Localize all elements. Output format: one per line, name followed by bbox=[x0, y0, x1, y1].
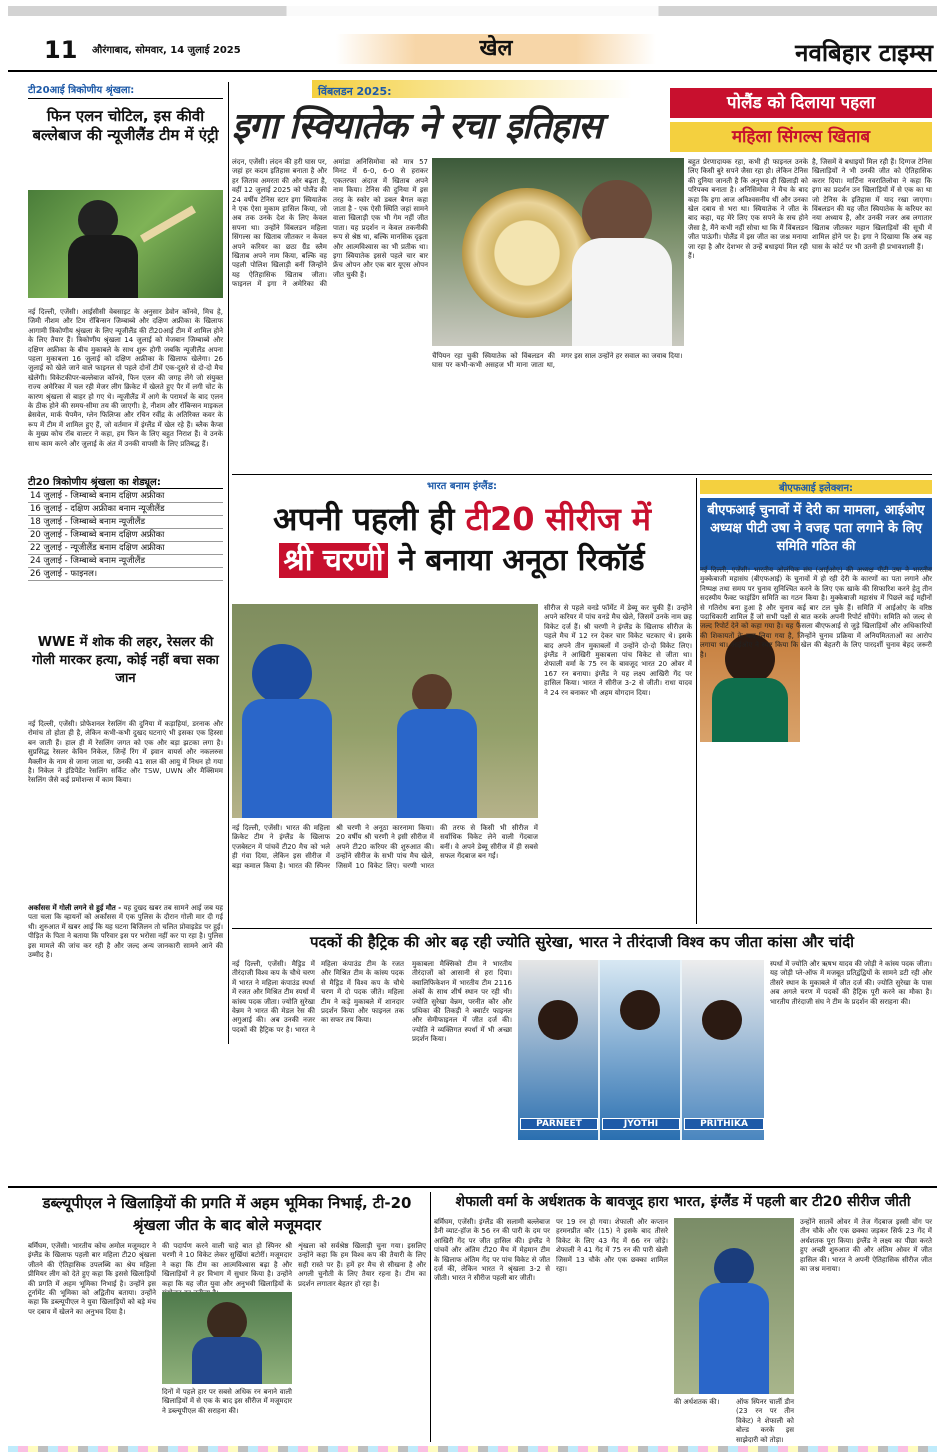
charani-story bbox=[232, 478, 692, 924]
schedule-list bbox=[28, 490, 223, 581]
wwe-story bbox=[28, 634, 223, 1044]
story-body: बर्मिंघम, एजेंसी। इंग्लैंड की सलामी बल्लेबाज डैनी व्याट-हॉज के 56 रन की पारी के दम पर आखिरी गेंद पर जीत हासिल की। इंग्लैंड ने पांचवें और अंतिम टी20 मैच में मेहमान टीम के खिलाफ अंतिम गेंद पर पांच विकेट से जीत दर्ज की, लेकिन भारत ने श्रृंखला 3-2 से जीती। भारत ने सीरीज पहली बार जीती। bbox=[434, 1218, 550, 1283]
story-headline: पदकों की हैट्रिक की ओर बढ़ रही ज्योति सुरेखा, भारत ने तीरंदाजी विश्व कप जीता कांसा और चांदी bbox=[309, 933, 855, 951]
shefali-story bbox=[434, 1192, 932, 1442]
photo-label: PRITHIKA bbox=[684, 1118, 764, 1130]
story-headline: फिन एलन चोटिल, इस कीवी बल्लेबाज की न्यूजीलैंड टीम में एंट्री bbox=[32, 107, 219, 144]
story-body: नई दिल्ली, एजेंसी। भारत की महिला क्रिकेट टीम ने इंग्लैंड के खिलाफ एजबेस्टन में पांचवें टी20 मैच को भले ही गंवा दिया, लेकिन इस सीरीज में बड़ा कमाल किया है। भारत की स्पिनर श्री चरणी ने अनूठा कारनामा किया। 20 वर्षीय श्री चरणी ने इसी सीरीज में अपने टी20 करियर की शुरुआत की। उन्होंने सीरीज के सभी पांच मैच खेले, जिसमें 10 विकेट लिए। चरणी भारत की तरफ से किसी भी सीरीज में सर्वाधिक विकेट लेने वाली गेंदबाज बनीं। वे अपने डेब्यू सीरीज में ही सबसे सफल गेंदबाज बन गईं। bbox=[232, 824, 538, 870]
story-kicker: बीएफआई इलेक्शन: bbox=[700, 480, 932, 494]
section-banner bbox=[336, 34, 656, 64]
masthead bbox=[8, 6, 937, 70]
iga-trophy-photo bbox=[432, 158, 684, 346]
story-body: बर्मिंघम, एजेंसी। भारतीय कोच अमोल मजूमदार ने इंग्लैंड के खिलाफ पहली बार महिला टी20 श्रृंखला जीतने की ऐतिहासिक उपलब्धि का श्रेय महिला प्रीमियर लीग को देते हुए कहा कि इससे खिलाड़ियों की प्रगति में अहम भूमिका निभाई है। उन्होंने इस टूर्नामेंट की भूमिका को अद्वितीय बताया। उन्होंने कहा कि डब्ल्यूपीएल ने युवा खिलाड़ियों को बड़े मंच पर दबाव में खेलने का अनुभव दिया है। bbox=[28, 1242, 156, 1316]
story-body-2: की पदार्पण करने वाली चाहे बात हो स्पिनर श्री चरणी ने 10 विकेट लेकर सुर्खियां बटोरीं। मजूमदार ने कहा कि टीम का आत्मविश्वास बढ़ा है और खिलाड़ियों ने हर विभाग में सुधार किया है। उन्होंने कहा कि यह जीत युवा और अनुभवी खिलाड़ियों के bbox=[162, 1242, 292, 1288]
story-body-3: है, जिसमें वे बधाइयों मिल रही हैं। दिग्गज टेनिस खिलाड़ियों ने भी उनकी जीत को ऐतिहासिक करार दिया। मार्टिना नवरातिलोवा ने कहा कि इगा का प्रदर्शन उन खिलाड़ियों में से एक का था जो टेनिस के इतिहास में याद रखा जाएगा। विंबलडन की यह जीत स्वियातेक के करियर का नया अध्याय है, और उनकी नजर अब लगातार खिताब जीतकर महान खिलाड़ियों की सूची में शामिल होने पर है। इगा ने दिखाया कि अब वह घास के कोर्ट पर भी उतनी ही प्रभावशाली हैं। bbox=[812, 158, 932, 251]
story-body: नई दिल्ली, एजेंसी। प्रोफेशनल रेसलिंग की दुनिया में कड़ाहियां, डरनाक और रोमांच तो होता ही है, लेकिन कभी-कभी दुखद घटनाएं भी इसका एक हिस्सा बन जाती हैं। हाल ही में रेसलिंग जगत को एक और बड़ा झटका लगा है। सुप्रसिद्ध रेसलर केविन निकेल, जिन्हें रिंग में इवान वायर्स और नकलरुस मैक्लीन के नाम से जाना जाता था, उनकी 41 साल की आयु में निधन हो गया है। निकेल ने इंडिपेंडेंट रेसलिंग सर्किट और TSW, UWN और मैक्सिमम रेसलिंग जैसे कई प्रमोशन्स में काम किया। bbox=[28, 720, 223, 785]
story-body: नई दिल्ली, एजेंसी। आईसीसी वेबसाइट के अनुसार डेवोन कॉनवे, मिच हे, जिमी नीशम और टिम रॉबिन्सन जिम्बाब्वे और दक्षिण अफ्रीका के खिलाफ आगामी त्रिकोणीय श्रृंखला के लिए न्यूजीलैंड की टी20आई टीम में शामिल होने के लिए तैयार हैं। त्रिकोणीय श्रृंखला 14 जुलाई को मेजबान जिम्बाब्वे और दक्षिण अफ्रीका के बीच मुकाबले के साथ शुरू होगी जबकि न्यूजीलैंड अपना पहला मुकाबला 16 जुलाई को दक्षिण अफ्रीका के खिलाफ खेलेगा। 26 जुलाई को खेले जाने वाले फाइनल से पहले दोनों टीमें एक-दूसरे से दो-दो मैच खेलेंगी। विकेटकीपर-बल्लेबाज कॉनवे, फिन एलन की जगह लेंगे जो संयुक्त राज्य अमेरिका में चल रही मेजर लीग क्रिकेट में खेलते हुए पैर में लगी चोट के कारण श्रृंखला से बाहर हो गए थे। न्यूजीलैंड में आगे के परामर्श के बाद एलन के ठीक होने की समय-सीमा तय की जाएगी। हे, नीशम और रॉबिन्सन माइकल ब्रेसवेल, मार्क चैपमैन, ग्लेन फिलिप्स और रचिन रवींद्र के अतिरिक्त कवर के रूप में टीम में शामिल हुए हैं, जो वर्तमान में इंग्लैंड में खेल रहे हैं। ब्लैक कैप्स के मुख्य कोच रॉब वाल्टर ने कहा, हम फिन के लिए बहुत निराश हैं। वे उनके साथ काम करने और जुलाई के अंत में उनकी वापसी के लिए प्रतिबद्ध हैं। bbox=[28, 308, 223, 448]
headline-line-1: अपनी पहली ही टी20 सीरीज में bbox=[273, 500, 651, 538]
story-body-2: बहुत प्रेरणादायक रहा, कभी ही फाइनल उनके लिए किसी बुरे सपने जैसा रहा हो। लेकिन टेनिस की दुनिया जानती है कि अनुभव ही खिलाड़ी को परिपक्व बनाता है। अनिसिमोवा ने मैच के बाद कहा कि इगा आज अविश्वसनीय थीं और उनका खेल दबाव से भरा था। स्वियातेक ने जीत के बाद कहा, यह मेरे लिए एक सपने के सच होने जैसा है, मैंने कभी नहीं सोचा था कि मैं विंबलडन जीत पाऊंगी। पोलैंड में इस जीत का जश्न मनाया जा रहा है और देशभर से उन्हें बधाइयां मिल रही हैं। bbox=[688, 158, 808, 261]
story-body-2: सीरीज से पहले वनडे फॉर्मेट में डेब्यू कर चुकी हैं। उन्होंने अपने करियर में पांच वनडे मैच खेले, जिसमें उनके नाम छह विकेट दर्ज हैं। श्री चरणी ने इंग्लैंड के खिलाफ सीरीज के पहले मैच में 12 रन देकर चार विकेट चटकाए थे। इसके बाद अपने तीन मुकाबलों में उन्होंने दो-दो विकेट लिए। इंग्लैंड ने आखिरी मुकाबला पांच विकेट से जीता था। शेफाली वर्मा के 75 रन के बावजूद भारत 20 ओवर में 167 रन बनाया। इंग्लैंड ने यह लक्ष्य आखिरी गेंद पर हासिल किया। भारत ने सीरीज 3-2 से जीती। राधा यादव ने 24 रन बनाकर भी अहम योगदान दिया। bbox=[544, 604, 692, 697]
page-number: 11 bbox=[44, 36, 78, 64]
story-body-2: मुकाबला मैक्सिको टीम ने भारतीय तीरंदाजों को आसानी से हरा दिया। क्वालिफिकेशन में भारतीय टीम 2116 अंकों के साथ शीर्ष स्थान पर रही थी। ज्योति सुरेखा वेन्नम, परनीत कौर और प्रथिका की तिकड़ी ने क्वार्टर फाइनल और सेमीफाइनल में जीत दर्ज की। ज्योति ने व्यक्तिगत स्पर्धा में भी अच्छा प्रदर्शन किया। bbox=[412, 960, 512, 1044]
story-body: लंदन, एजेंसी। लंदन की हरी घास पर, जहां हर कदम इतिहास बनाता है और हर जिताव अमरता की ओर बढ़ता है, वहीं 12 जुलाई 2025 को पोलैंड की 24 वर्षीय टेनिस स्टार इगा स्वियातेक ने एक ऐसा मुकाम हासिल किया, जो अब तक उनके देश के लिए केवल सपना था। उन्होंने विंबलडन महिला सिंगल्स का खिताब जीतकर न केवल अपने करियर का छठा ग्रैंड स्लैम खिताब अपने नाम किया, बल्कि वह पहली पोलिश खिलाड़ी बनीं जिन्होंने यह ऐतिहासिक खिताब जीता। फाइनल में इगा ने अमेरिका की अमांडा अनिसिमोवा को मात्र 57 मिनट में 6-0, 6-0 से हराकर एकतरफा अंदाज में खिताब अपने नाम किया। टेनिस की दुनिया में इस तरह के स्कोर को डबल बैगल कहा जाता है - एक ऐसी स्थिति जहां सामने वाला खिलाड़ी एक भी गेम नहीं जीत पाता। यह प्रदर्शन न केवल तकनीकी रूप से श्रेष्ठ था, बल्कि मानसिक दृढ़ता और आत्मविश्वास का भी प्रतीक था। इगा स्वियातेक इससे पहले चार बार फ्रेंच ओपन और एक बार यूएस ओपन जीत चुकी हैं। bbox=[232, 158, 428, 289]
schedule-title: टी20 त्रिकोणीय श्रृंखला का शेड्यूल: bbox=[28, 474, 223, 489]
finn-photo bbox=[28, 190, 223, 298]
pt-usha-story bbox=[700, 480, 932, 924]
jyothi-story bbox=[232, 930, 932, 1180]
sub-head: अर्कांसस में गोली लगने से हुई मौत - bbox=[28, 904, 122, 912]
story-headline: इगा स्वियातेक ने रचा इतिहास bbox=[232, 106, 602, 147]
iga-story bbox=[232, 80, 932, 470]
kicker-band bbox=[312, 80, 632, 98]
list-item: 26 जुलाई - फाइनल। bbox=[28, 568, 223, 581]
side-headline-1: पोलैंड को दिलाया पहला bbox=[670, 88, 932, 118]
side-headline-2: महिला सिंगल्स खिताब bbox=[670, 122, 932, 152]
majumdar-story bbox=[28, 1192, 426, 1442]
story-kicker: विंबलडन 2025: bbox=[318, 85, 392, 98]
story-headline: डब्ल्यूपीएल ने खिलाड़ियों की प्रगति में अहम भूमिका निभाई, टी-20 श्रृंखला जीत के बाद बोले मजूमदार bbox=[42, 1194, 412, 1234]
dateline: औरंगाबाद, सोमवार, 14 जुलाई 2025 bbox=[92, 45, 241, 56]
finn-story bbox=[28, 82, 223, 594]
list-item: 24 जुलाई - जिम्बाब्वे बनाम न्यूजीलैंड bbox=[28, 555, 223, 568]
story-body-3: उन्होंने सातवें ओवर में तेज गेंदबाज इस्सी वोंग पर तीन चौके और एक छक्का जड़कर सिर्फ 23 गेंद में अर्धशतक पूरा किया। इंग्लैंड ने लक्ष्य का पीछा करते हुए अच्छी शुरुआत की और अंतिम ओवर में जीत हासिल की। भारत ने अपनी ऐतिहासिक सीरीज जीत का जश्न मनाया। bbox=[800, 1218, 932, 1274]
photo-caption: चैंपियन रहा चुकी स्वियातेक को विंबलडन की घास पर कभी-कभी असहज भी माना जाता था, मगर इस साल उन्होंने हर सवाल का जवाब दिया। bbox=[432, 352, 683, 370]
color-strip bbox=[8, 1446, 937, 1452]
story-body-3: स्पर्धा में ज्योति और ऋषभ यादव की जोड़ी ने कांस्य पदक जीता। यह जोड़ी प्ले-ऑफ में मजबूत प्रतिद्वंद्वियों के सामने डटी रही और तीसरे स्थान के मुकाबले में जीत दर्ज की। ज्योति सुरेखा के पास अब अगले चरण में पदकों की हैट्रिक पूरी करने का मौका है। भारतीय तीरंदाजी संघ ने टीम के प्रदर्शन की सराहना की। bbox=[770, 960, 932, 1006]
story-body: नई दिल्ली, एजेंसी। मैड्रिड में तीरंदाजी विश्व कप के चौथे चरण में भारत ने महिला कंपाउंड स्पर्धा में रजत और मिश्रित टीम स्पर्धा में कांस्य पदक जीता। ज्योति सुरेखा वेन्नम ने भारत की मेडल रेस की अगुआई की। अब उनकी नजर पदकों की हैट्रिक पर है। भारत ने महिला कंपाउंड टीम के रजत और मिश्रित टीम के कांस्य पदक से मैड्रिड में विश्व कप के चौथे चरण में दो पदक जीते। महिला टीम ने कड़े मुकाबले में शानदार प्रदर्शन किया और फाइनल तक का सफर तय किया। bbox=[232, 960, 404, 1034]
photo-caption: की अर्धशतक की। bbox=[674, 1398, 720, 1406]
list-item: 18 जुलाई - जिम्बाब्वे बनाम न्यूजीलैंड bbox=[28, 516, 223, 529]
majumdar-photo bbox=[162, 1292, 292, 1384]
photo-caption-2: ऑफ स्पिनर चार्ली डीन (23 रन पर तीन विकेट) ने शेफाली को बोल्ड करके इस साझेदारी को तोड़ा। bbox=[736, 1398, 794, 1444]
story-headline: WWE में शोक की लहर, रेसलर की गोली मारकर हत्या, कोई नहीं बचा सका जान bbox=[32, 635, 219, 686]
photo-label: PARNEET bbox=[520, 1118, 598, 1130]
archers-photo bbox=[518, 960, 764, 1140]
list-item: 14 जुलाई - जिम्बाब्वे बनाम दक्षिण अफ्रीका bbox=[28, 490, 223, 503]
section-title: खेल bbox=[479, 36, 513, 61]
shefali-photo bbox=[674, 1218, 794, 1394]
photo-caption: दिनों में पहले हार पर सबसे अधिक रन बनाने वाली खिलाड़ियों में से एक के बाद इस सीरीज में मजूमदार ने डब्ल्यूपीएल की सराहना की। bbox=[162, 1388, 292, 1415]
story-kicker: भारत बनाम इंग्लैंड: bbox=[426, 481, 498, 492]
story-body-2: यह दुखद खबर तब सामने आई जब यह पता चला कि व्हायनों को अर्कांसस में एक पुलिस के दौरान गोली मार दी गई थी। शुरुआत में खबर आई कि यह घटना बिजिलन तो चलित प्रोवाइडेड पर हुई। पीड़ित के पिता ने बताया कि परिवार इस पर भरोसा नहीं कर पा रहा है। पुलिस इस मामले की जांच कर रही है और जल्द अन्य जानकारी सामने आने की उम्मीद है। bbox=[28, 904, 223, 960]
charani-photo bbox=[232, 604, 538, 818]
headline-line-2: श्री चरणी ने बनाया अनूठा रिकॉर्ड bbox=[232, 540, 692, 582]
story-headline: बीएफआई चुनावों में देरी का मामला, आईओए अध्यक्ष पीटी उषा ने वजह पता लगाने के लिए समिति गठित की bbox=[700, 498, 932, 570]
list-item: 20 जुलाई - जिम्बाब्वे बनाम दक्षिण अफ्रीका bbox=[28, 529, 223, 542]
story-headline: शेफाली वर्मा के अर्धशतक के बावजूद हारा भारत, इंग्लैंड में पहली बार टी20 सीरीज जीती bbox=[455, 1194, 911, 1210]
list-item: 16 जुलाई - दक्षिण अफ्रीका बनाम न्यूजीलैंड bbox=[28, 503, 223, 516]
paper-name: नवबिहार टाइम्स bbox=[795, 39, 933, 67]
photo-label: JYOTHI bbox=[602, 1118, 680, 1130]
story-body-3: शृंखला को सर्वश्रेष्ठ खिलाड़ी चुना गया। इसलिए उन्होंने कहा कि हम विश्व कप की तैयारी के लिए सही रास्ते पर हैं। हमें हर मैच से सीखना है और अगली चुनौती के लिए तैयार रहना है। टीम का प्रदर्शन लगातार बेहतर हो रहा है। bbox=[298, 1242, 426, 1288]
story-body-2: पर 19 रन हो गया। शेफाली और कप्तान हरमनप्रीत कौर (15) ने इसके बाद तीसरे विकेट के लिए 43 गेंद में 66 रन जोड़े। शेफाली ने 41 गेंद में 75 रन की पारी खेली जिसमें 13 चौके और एक छक्का शामिल रहा। bbox=[556, 1218, 668, 1274]
list-item: 22 जुलाई - न्यूजीलैंड बनाम दक्षिण अफ्रीका bbox=[28, 542, 223, 555]
story-kicker: टी20आई त्रिकोणीय श्रृंखला: bbox=[28, 82, 223, 99]
story-body: नई दिल्ली, एजेंसी। भारतीय ओलंपिक संघ (आईओए) की अध्यक्ष पीटी उषा ने भारतीय मुक्केबाजी महासंघ (बीएफआई) के चुनावों में हो रही देरी के कारणों का पता लगाने और निष्पक्ष तथा समय पर चुनाव सुनिश्चित करने के लिए एक खाके की सिफारिश करने हेतु तीन सदस्यीय फैक्ट फाइंडिंग समिति का गठन किया है। मुक्केबाजी महासंघ में पिछले कई महीनों से गतिरोध बना हुआ है और चुनाव कई बार टल चुके हैं। समिति में आईओए के वरिष्ठ पदाधिकारी शामिल हैं जो सभी पक्षों से बात करके अपनी रिपोर्ट सौंपेंगे। समिति को जल्द से जल्द रिपोर्ट देने को कहा गया है। यह फैसला बीएफआई से जुड़े खिलाड़ियों और अधिकारियों की शिकायतों के बाद लिया गया है, जिन्होंने चुनाव प्रक्रिया में अनियमितताओं का आरोप लगाया था। आईओए ने स्पष्ट किया कि खेल की बेहतरी के लिए पारदर्शी चुनाव बेहद जरूरी है। bbox=[700, 566, 932, 659]
